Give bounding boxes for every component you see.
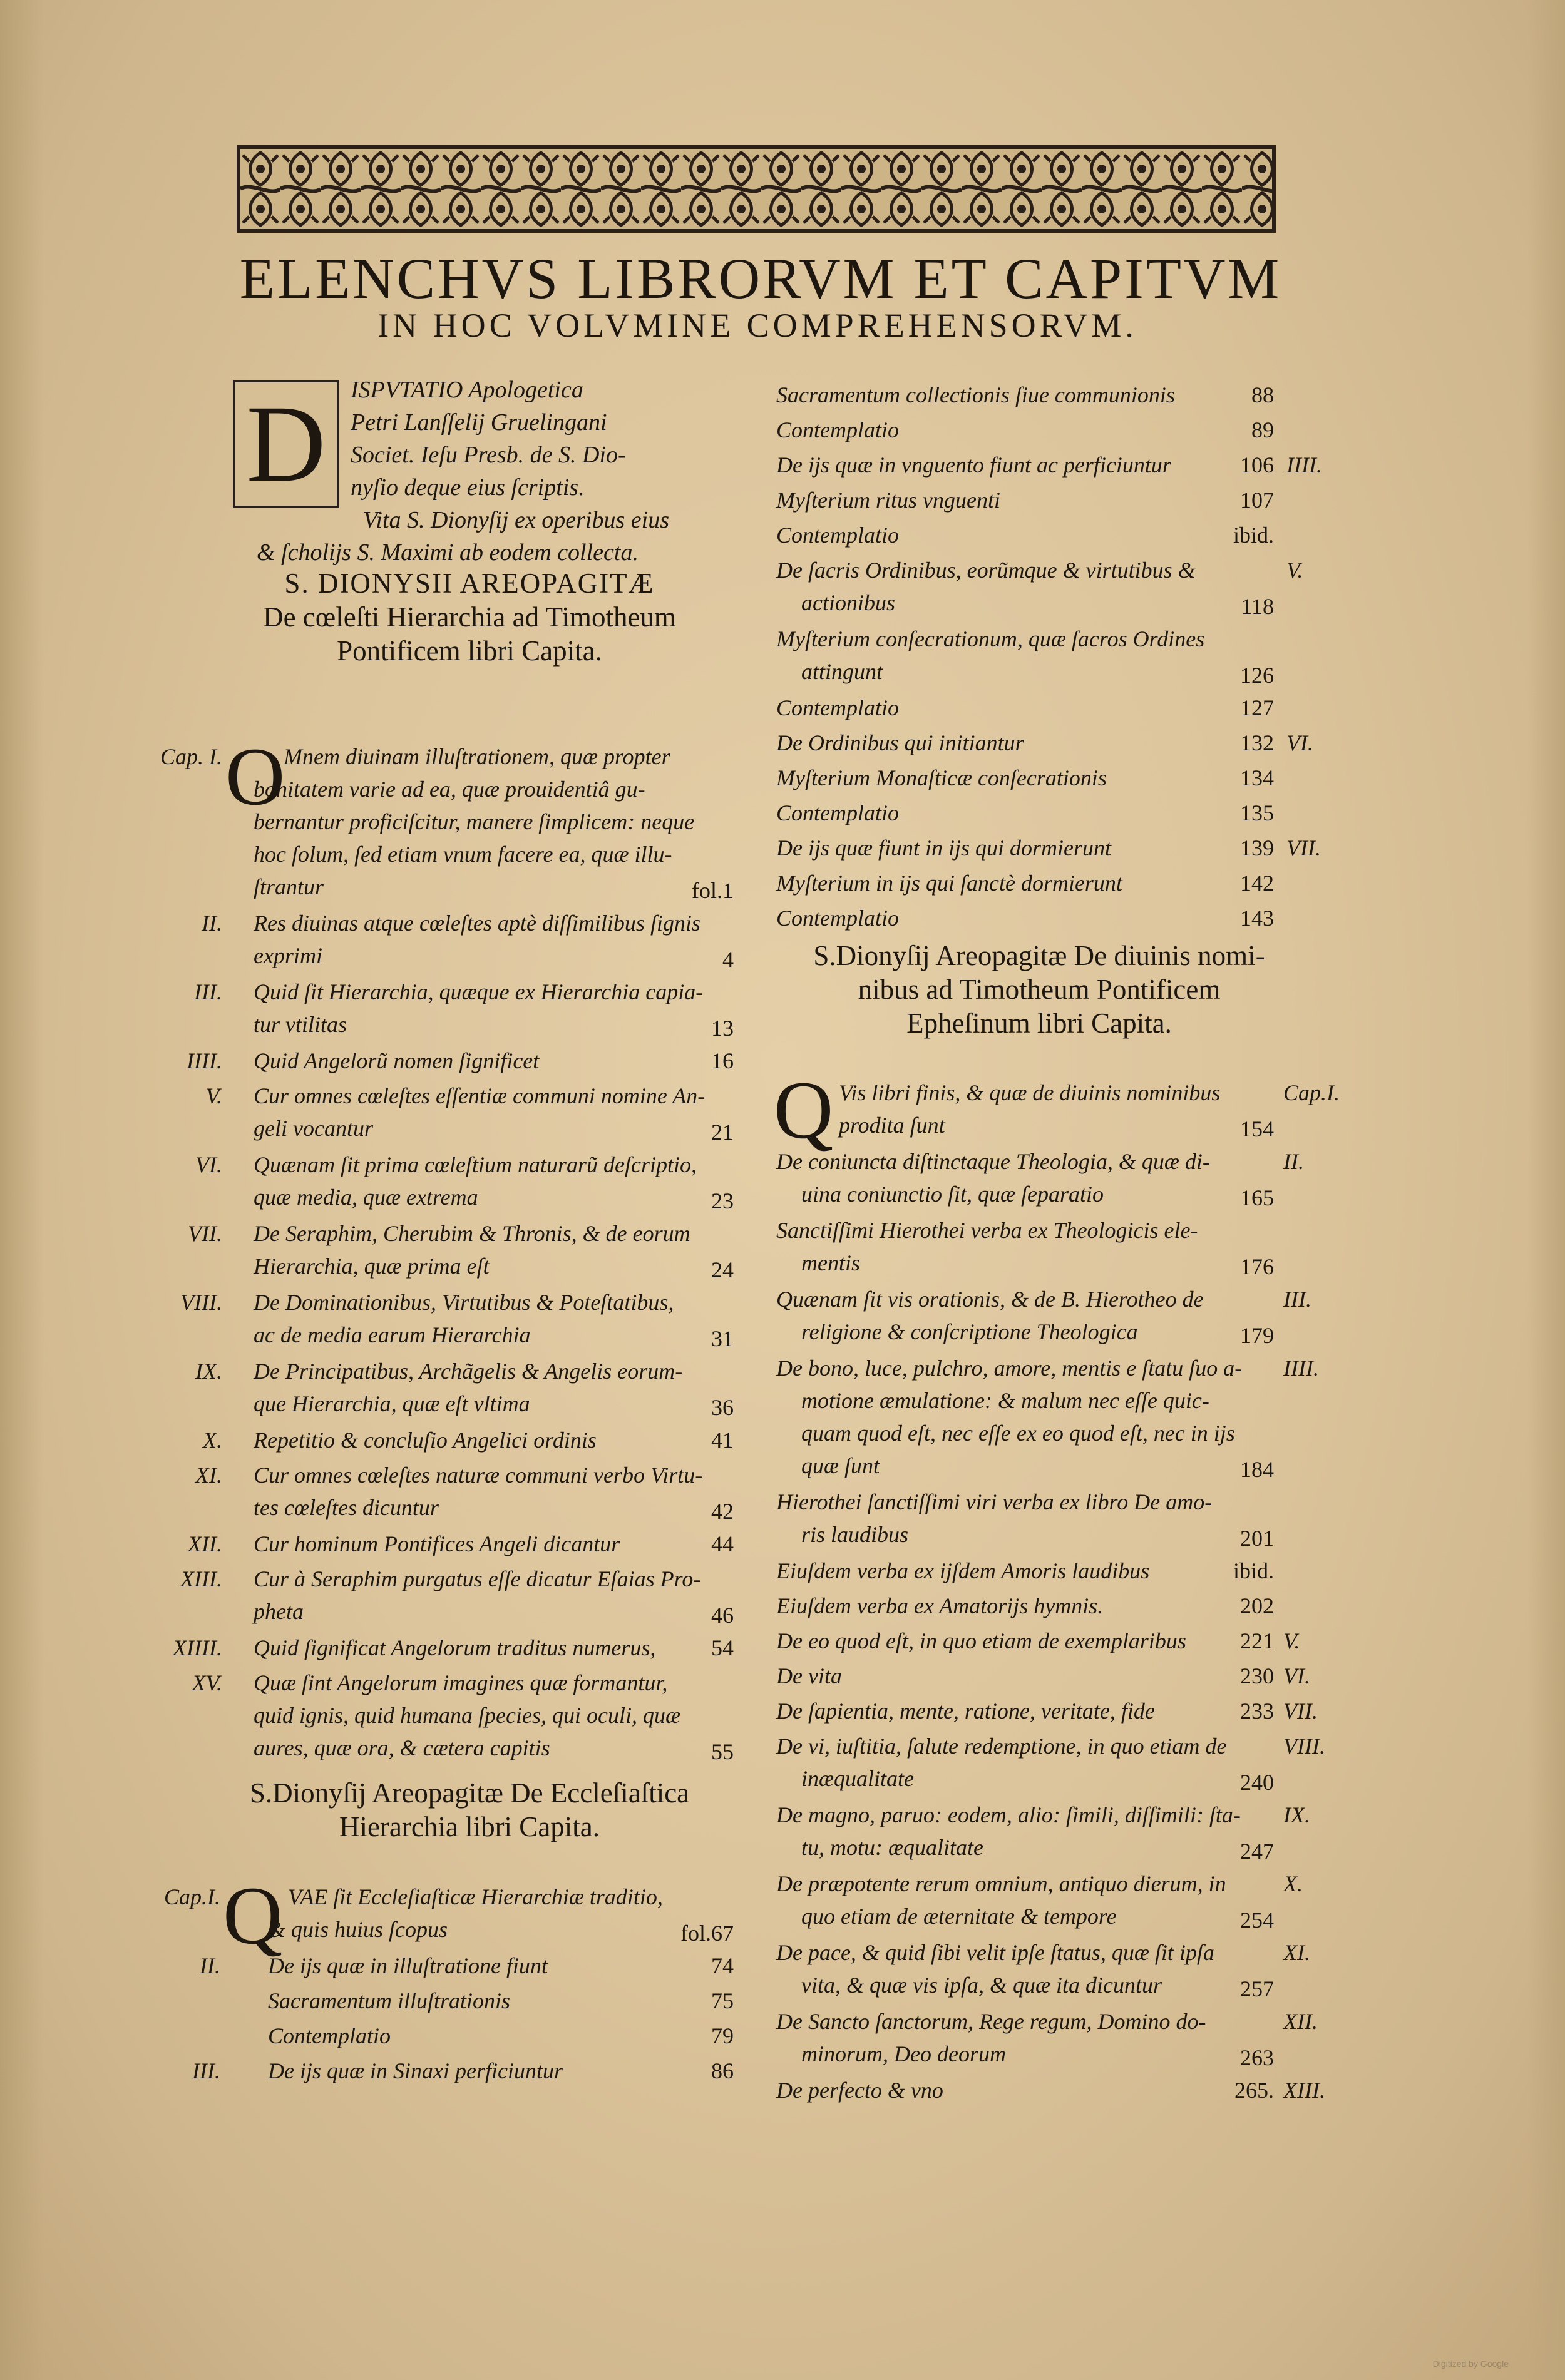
toc-entry-text: & quis huius ſcopus bbox=[268, 1917, 448, 1942]
drop-initial-letter: O bbox=[225, 730, 285, 822]
drop-initial-letter: Q bbox=[774, 1064, 834, 1156]
toc-chapter-number: III. bbox=[192, 2058, 220, 2083]
toc-chapter-number: III. bbox=[1283, 1287, 1311, 1312]
toc-entry-text: Myſterium in ijs qui ſanctè dormierunt bbox=[776, 871, 1122, 896]
toc-entry-text: mentis bbox=[801, 1250, 860, 1275]
toc-chapter-number: XIIII. bbox=[173, 1635, 222, 1660]
toc-page-number: 142 bbox=[1240, 871, 1274, 896]
toc-entry-text: Myſterium conſecrationum, quæ ſacros Ordines bbox=[776, 626, 1205, 651]
toc-entry-text: Quid ſignificat Angelorum traditus numerus, bbox=[254, 1635, 656, 1660]
toc-page-number: 44 bbox=[711, 1531, 734, 1556]
toc-entry-text: Quænam ſit prima cœleſtium naturarũ deſcriptio, bbox=[254, 1152, 697, 1177]
toc-chapter-number: XII. bbox=[1283, 2009, 1318, 2034]
toc-chapter-number: IIII. bbox=[187, 1048, 222, 1073]
toc-entry-text: tes cœleſtes dicuntur bbox=[254, 1495, 439, 1520]
toc-page-number: 263 bbox=[1240, 2045, 1274, 2070]
toc-entry-text: religione & conſcriptione Theologica bbox=[801, 1319, 1138, 1344]
toc-page-number: 55 bbox=[711, 1739, 734, 1764]
toc-chapter-number: XI. bbox=[1283, 1940, 1310, 1965]
ornament-pattern bbox=[240, 149, 1272, 229]
toc-entry-text: Vis libri finis, & quæ de diuinis nominibus bbox=[839, 1080, 1221, 1105]
toc-chapter-number: VIII. bbox=[1283, 1734, 1325, 1759]
toc-entry-text: Quænam ſit vis orationis, & de B. Hierotheo de bbox=[776, 1287, 1204, 1312]
toc-entry-text: Contemplatio bbox=[776, 523, 899, 548]
toc-page-number: 134 bbox=[1240, 765, 1274, 790]
toc-chapter-number: XV. bbox=[192, 1670, 222, 1695]
toc-chapter-number: IX. bbox=[1283, 1802, 1310, 1827]
toc-page-number: 132 bbox=[1240, 730, 1274, 755]
toc-chapter-number: XIII. bbox=[180, 1566, 222, 1591]
ornamental-header-band bbox=[237, 145, 1276, 233]
toc-entry-text: De eo quod eſt, in quo etiam de exemplaribus bbox=[776, 1628, 1186, 1653]
toc-entry-text: Mnem diuinam illuſtrationem, quæ propter bbox=[284, 744, 670, 769]
intro-line: Societ. Ieſu Presb. de S. Dio- bbox=[351, 442, 626, 468]
toc-page-number: 75 bbox=[711, 1988, 734, 2013]
intro-line: ISPVTATIO Apologetica bbox=[351, 377, 583, 403]
toc-chapter-number: II. bbox=[1283, 1149, 1304, 1174]
toc-chapter-number: X. bbox=[203, 1427, 222, 1453]
intro-tail-block bbox=[257, 504, 757, 569]
toc-entry-text: De præpotente rerum omnium, antiquo dierum, in bbox=[776, 1871, 1226, 1896]
toc-entry-text: De Seraphim, Cherubim & Thronis, & de eorum bbox=[254, 1221, 690, 1246]
toc-entry-text: Cur à Seraphim purgatus eſſe dicatur Eſaias Pro- bbox=[254, 1566, 701, 1591]
toc-entry-text: Repetitio & concluſio Angelici ordinis bbox=[254, 1427, 597, 1453]
toc-page-number: 21 bbox=[711, 1120, 734, 1145]
toc-entry-text: inæqualitate bbox=[801, 1766, 914, 1791]
toc-chapter-number: VI. bbox=[195, 1152, 222, 1177]
toc-page-number: 4 bbox=[722, 947, 734, 972]
toc-chapter-number: VII. bbox=[188, 1221, 222, 1246]
toc-page-number: 233 bbox=[1240, 1698, 1274, 1724]
toc-entry-text: Res diuinas atque cœleſtes aptè diſſimilibus ſignis bbox=[254, 911, 700, 936]
toc-entry-text: geli vocantur bbox=[254, 1116, 373, 1141]
toc-page-number: 230 bbox=[1240, 1663, 1274, 1688]
toc-entry-text: quæ media, quæ extrema bbox=[254, 1185, 478, 1210]
toc-entry-text: Hierothei ſanctiſſimi viri verba ex libro De amo- bbox=[776, 1489, 1213, 1514]
toc-entry-text: vita, & quæ vis ipſa, & quæ ita dicuntur bbox=[801, 1973, 1162, 1998]
toc-entry-text: que Hierarchia, quæ eſt vltima bbox=[254, 1391, 530, 1416]
toc-entry-text: quam quod eſt, nec eſſe ex eo quod eſt, nec in ijs bbox=[801, 1421, 1235, 1446]
toc-entry-text: De ſapientia, mente, ratione, veritate, fide bbox=[776, 1698, 1155, 1724]
toc-entry-text: ris laudibus bbox=[801, 1522, 909, 1547]
toc-page-number: 184 bbox=[1240, 1457, 1274, 1482]
toc-page-number: 201 bbox=[1240, 1526, 1274, 1551]
toc-entry-text: De pace, & quid ſibi velit ipſe ſtatus, quæ ſit ipſa bbox=[776, 1940, 1214, 1965]
toc-page-number: ibid. bbox=[1233, 523, 1274, 548]
toc-page-number: 118 bbox=[1241, 594, 1274, 619]
drop-cap-frame bbox=[233, 380, 339, 508]
toc-chapter-number: III. bbox=[194, 979, 222, 1004]
drop-initial-letter: Q bbox=[223, 1869, 283, 1961]
section-heading-line: Hierarchia libri Capita. bbox=[339, 1811, 600, 1842]
toc-entry-text: Quid Angelorũ nomen ſignificet bbox=[254, 1048, 540, 1073]
toc-entry-text: Contemplatio bbox=[776, 800, 899, 825]
section-heading-line: De cœleſti Hierarchia ad Timotheum bbox=[263, 601, 676, 633]
toc-page-number: 143 bbox=[1240, 906, 1274, 931]
toc-page-number: 257 bbox=[1240, 1976, 1274, 2001]
toc-chapter-number: II. bbox=[202, 911, 222, 936]
section-heading-line: S.Dionyſij Areopagitæ De Eccleſiaſtica bbox=[249, 1777, 690, 1809]
toc-chapter-number: Cap. I. bbox=[160, 744, 222, 769]
toc-entry-text: quo etiam de æternitate & tempore bbox=[801, 1904, 1117, 1929]
toc-entry-text: De Ordinibus qui initiantur bbox=[776, 730, 1024, 755]
section-heading-divine-names bbox=[761, 939, 1318, 1040]
toc-chapter-number: IX. bbox=[195, 1359, 222, 1384]
toc-entry-text: De ſacris Ordinibus, eorũmque & virtutibus & bbox=[776, 558, 1196, 583]
toc-chapter-number: X. bbox=[1283, 1871, 1303, 1896]
toc-entry-text: ſtrantur bbox=[254, 874, 324, 899]
toc-page-number: 36 bbox=[711, 1395, 734, 1420]
toc-entry-text: Eiuſdem verba ex ijſdem Amoris laudibus bbox=[776, 1558, 1150, 1583]
toc-page-number: 13 bbox=[711, 1016, 734, 1041]
toc-page-number: 265. bbox=[1234, 2078, 1274, 2103]
page-subtitle: IN HOC VOLVMINE COMPREHENSORVM. bbox=[377, 307, 1137, 344]
intro-line: Vita S. Dionyſij ex operibus eius bbox=[363, 507, 669, 533]
toc-entry-text: De vi, iuſtitia, ſalute redemptione, in quo etiam de bbox=[776, 1734, 1227, 1759]
toc-chapter-number: Cap.I. bbox=[164, 1884, 220, 1909]
page-title: ELENCHVS LIBRORVM ET CAPITVM bbox=[239, 247, 1282, 310]
toc-chapter-number: VIII. bbox=[180, 1290, 222, 1315]
toc-page-number: 202 bbox=[1240, 1593, 1274, 1618]
toc-page-number: 165 bbox=[1240, 1185, 1274, 1210]
toc-page-number: ibid. bbox=[1233, 1558, 1274, 1583]
toc-entry-text: quæ ſunt bbox=[801, 1453, 880, 1478]
toc-chapter-number: VI. bbox=[1286, 730, 1313, 755]
toc-entry-text: Contemplatio bbox=[268, 2023, 391, 2048]
toc-entry-text: tu, motu: æqualitate bbox=[801, 1835, 983, 1860]
toc-entry-text: tur vtilitas bbox=[254, 1012, 347, 1037]
toc-page-number: 74 bbox=[711, 1953, 734, 1978]
toc-page-number: 107 bbox=[1240, 488, 1274, 513]
toc-entry-text: De coniuncta diſtinctaque Theologia, & quæ di- bbox=[776, 1149, 1210, 1174]
toc-entry-text: Myſterium Monaſticæ conſecrationis bbox=[776, 765, 1107, 790]
intro-line: nyſio deque eius ſcriptis. bbox=[351, 474, 585, 501]
toc-entry-text: bonitatem varie ad ea, quæ prouidentiâ gu- bbox=[254, 777, 645, 802]
toc-entry-text: De perfecto & vno bbox=[776, 2078, 943, 2103]
toc-entry-text: De magno, paruo: eodem, alio: ſimili, diſſimili: ſta- bbox=[776, 1802, 1241, 1827]
toc-chapter-number: II. bbox=[200, 1953, 220, 1978]
toc-page-number: 106 bbox=[1240, 452, 1274, 478]
toc-page-number: 176 bbox=[1240, 1254, 1274, 1279]
toc-page-number: 31 bbox=[711, 1326, 734, 1351]
toc-chapter-number: IIII. bbox=[1286, 452, 1322, 478]
section-heading-line: Epheſinum libri Capita. bbox=[906, 1008, 1172, 1039]
toc-entry-text: De ijs quæ in Sinaxi perficiuntur bbox=[268, 2058, 563, 2083]
toc-entry-text: Quid ſit Hierarchia, quæque ex Hierarchia capia- bbox=[254, 979, 704, 1004]
toc-chapter-number: V. bbox=[1286, 558, 1303, 583]
toc-entry-text: Hierarchia, quæ prima eſt bbox=[254, 1254, 490, 1279]
section-heading-line: Pontificem libri Capita. bbox=[337, 635, 602, 667]
toc-page-number: 42 bbox=[711, 1499, 734, 1524]
toc-entry-text: uina coniunctio ſit, quæ ſeparatio bbox=[801, 1182, 1104, 1207]
toc-entry-text: De ijs quæ fiunt in ijs qui dormierunt bbox=[776, 835, 1112, 861]
toc-entry-text: Eiuſdem verba ex Amatorijs hymnis. bbox=[776, 1593, 1104, 1618]
section-heading-line: S. DIONYSII AREOPAGITÆ bbox=[284, 568, 655, 599]
toc-chapter-number: XIII. bbox=[1283, 2078, 1325, 2103]
toc-page-number: 41 bbox=[711, 1427, 734, 1453]
toc-page-number: 89 bbox=[1251, 417, 1274, 442]
toc-entry-text: VAE ſit Eccleſiaſticæ Hierarchiæ traditio, bbox=[288, 1884, 663, 1909]
toc-chapter-number: VII. bbox=[1286, 835, 1321, 861]
toc-entry-text: Contemplatio bbox=[776, 906, 899, 931]
toc-entry-text: Myſterium ritus vnguenti bbox=[776, 488, 1000, 513]
toc-page-number: 126 bbox=[1240, 663, 1274, 688]
toc-entry-text: Quæ ſint Angelorum imagines quæ formantur, bbox=[254, 1670, 668, 1695]
toc-entry-text: De ijs quæ in vnguento fiunt ac perficiuntur bbox=[776, 452, 1171, 478]
toc-chapter-number: VII. bbox=[1283, 1698, 1318, 1724]
toc-chapter-number: Cap.I. bbox=[1283, 1080, 1340, 1105]
toc-entry-text: exprimi bbox=[254, 943, 322, 968]
toc-page-number: 88 bbox=[1251, 382, 1274, 407]
toc-entry-text: De ijs quæ in illuſtratione fiunt bbox=[268, 1953, 548, 1978]
page-edge-shadow-right bbox=[1527, 0, 1565, 2380]
toc-entry-text: De bono, luce, pulchro, amore, mentis e ſtatu ſuo a- bbox=[776, 1356, 1243, 1381]
toc-chapter-number: XII. bbox=[188, 1531, 222, 1556]
toc-page-number: 46 bbox=[711, 1603, 734, 1628]
toc-chapter-number: XI. bbox=[195, 1463, 222, 1488]
toc-page-number: 240 bbox=[1240, 1770, 1274, 1795]
digitizer-watermark: Digitized by Google bbox=[1432, 2359, 1509, 2369]
toc-page-number: 154 bbox=[1240, 1116, 1274, 1141]
toc-entry-text: prodita ſunt bbox=[839, 1113, 945, 1138]
toc-page-number: 254 bbox=[1240, 1908, 1274, 1933]
toc-entry-text: quid ignis, quid humana ſpecies, qui oculi, quæ bbox=[254, 1703, 680, 1728]
toc-entry-text: attingunt bbox=[801, 659, 883, 684]
toc-entry-text: pheta bbox=[254, 1599, 304, 1624]
toc-entry-text: ac de media earum Hierarchia bbox=[254, 1322, 531, 1347]
toc-entry-text: Sanctiſſimi Hierothei verba ex Theologicis ele- bbox=[776, 1218, 1198, 1243]
toc-entry-text: De Sancto ſanctorum, Rege regum, Domino do- bbox=[776, 2009, 1206, 2034]
toc-chapter-number: V. bbox=[1283, 1628, 1300, 1653]
toc-entry-text: Cur omnes cœleſtes eſſentiæ communi nomine An- bbox=[254, 1083, 706, 1108]
intro-line: Petri Lanſſelij Gruelingani bbox=[351, 409, 607, 436]
toc-entry-text: motione æmulatione: & malum nec eſſe quic- bbox=[801, 1388, 1209, 1413]
toc-entry-text: actionibus bbox=[801, 590, 895, 615]
toc-entry-text: De Dominationibus, Virtutibus & Poteſtatibus, bbox=[254, 1290, 674, 1315]
toc-entry-text: Sacramentum illuſtrationis bbox=[268, 1988, 510, 2013]
toc-entry-text: Cur hominum Pontifices Angeli dicantur bbox=[254, 1531, 620, 1556]
toc-page-number: 127 bbox=[1240, 695, 1274, 720]
toc-entry-text: Sacramentum collectionis ſiue communionis bbox=[776, 382, 1175, 407]
toc-page-number: fol.1 bbox=[692, 878, 734, 903]
section-heading-ecclesiastical-hierarchy bbox=[188, 1776, 751, 1844]
section-heading-celestial-hierarchy bbox=[188, 566, 751, 668]
section-heading-line: S.Dionyſij Areopagitæ De diuinis nomi- bbox=[813, 940, 1265, 971]
toc-page-number: 135 bbox=[1240, 800, 1274, 825]
toc-page-number: 79 bbox=[711, 2023, 734, 2048]
toc-entry-text: minorum, Deo deorum bbox=[801, 2041, 1006, 2066]
toc-entry-text: bernantur proficiſcitur, manere ſimplicem: neque bbox=[254, 809, 695, 834]
intro-block bbox=[351, 374, 751, 504]
section-heading-line: nibus ad Timotheum Pontificem bbox=[858, 974, 1221, 1005]
toc-chapter-number: IIII. bbox=[1283, 1356, 1319, 1381]
page-edge-shadow-left bbox=[0, 0, 44, 2380]
toc-page-number: fol.67 bbox=[680, 1921, 734, 1946]
toc-entry-text: Cur omnes cœleſtes naturæ communi verbo Virtu- bbox=[254, 1463, 703, 1488]
toc-page-number: 139 bbox=[1240, 835, 1274, 861]
toc-chapter-number: VI. bbox=[1283, 1663, 1310, 1688]
toc-page-number: 86 bbox=[711, 2058, 734, 2083]
toc-page-number: 221 bbox=[1240, 1628, 1274, 1653]
toc-page-number: 54 bbox=[711, 1635, 734, 1660]
toc-chapter-number: V. bbox=[205, 1083, 222, 1108]
intro-line: & ſcholijs S. Maximi ab eodem collecta. bbox=[257, 539, 639, 566]
toc-page-number: 23 bbox=[711, 1188, 734, 1213]
drop-cap-letter: D bbox=[246, 383, 326, 505]
toc-page-number: 24 bbox=[711, 1257, 734, 1282]
toc-entry-text: De Principatibus, Archãgelis & Angelis eorum- bbox=[254, 1359, 683, 1384]
toc-entry-text: Contemplatio bbox=[776, 695, 899, 720]
toc-entry-text: aures, quæ ora, & cætera capitis bbox=[254, 1735, 550, 1760]
toc-page-number: 16 bbox=[711, 1048, 734, 1073]
toc-page-number: 247 bbox=[1240, 1839, 1274, 1864]
toc-entry-text: hoc ſolum, ſed etiam vnum facere ea, quæ illu- bbox=[254, 842, 672, 867]
toc-entry-text: De vita bbox=[776, 1663, 842, 1688]
toc-page-number: 179 bbox=[1240, 1323, 1274, 1348]
toc-entry-text: Contemplatio bbox=[776, 417, 899, 442]
